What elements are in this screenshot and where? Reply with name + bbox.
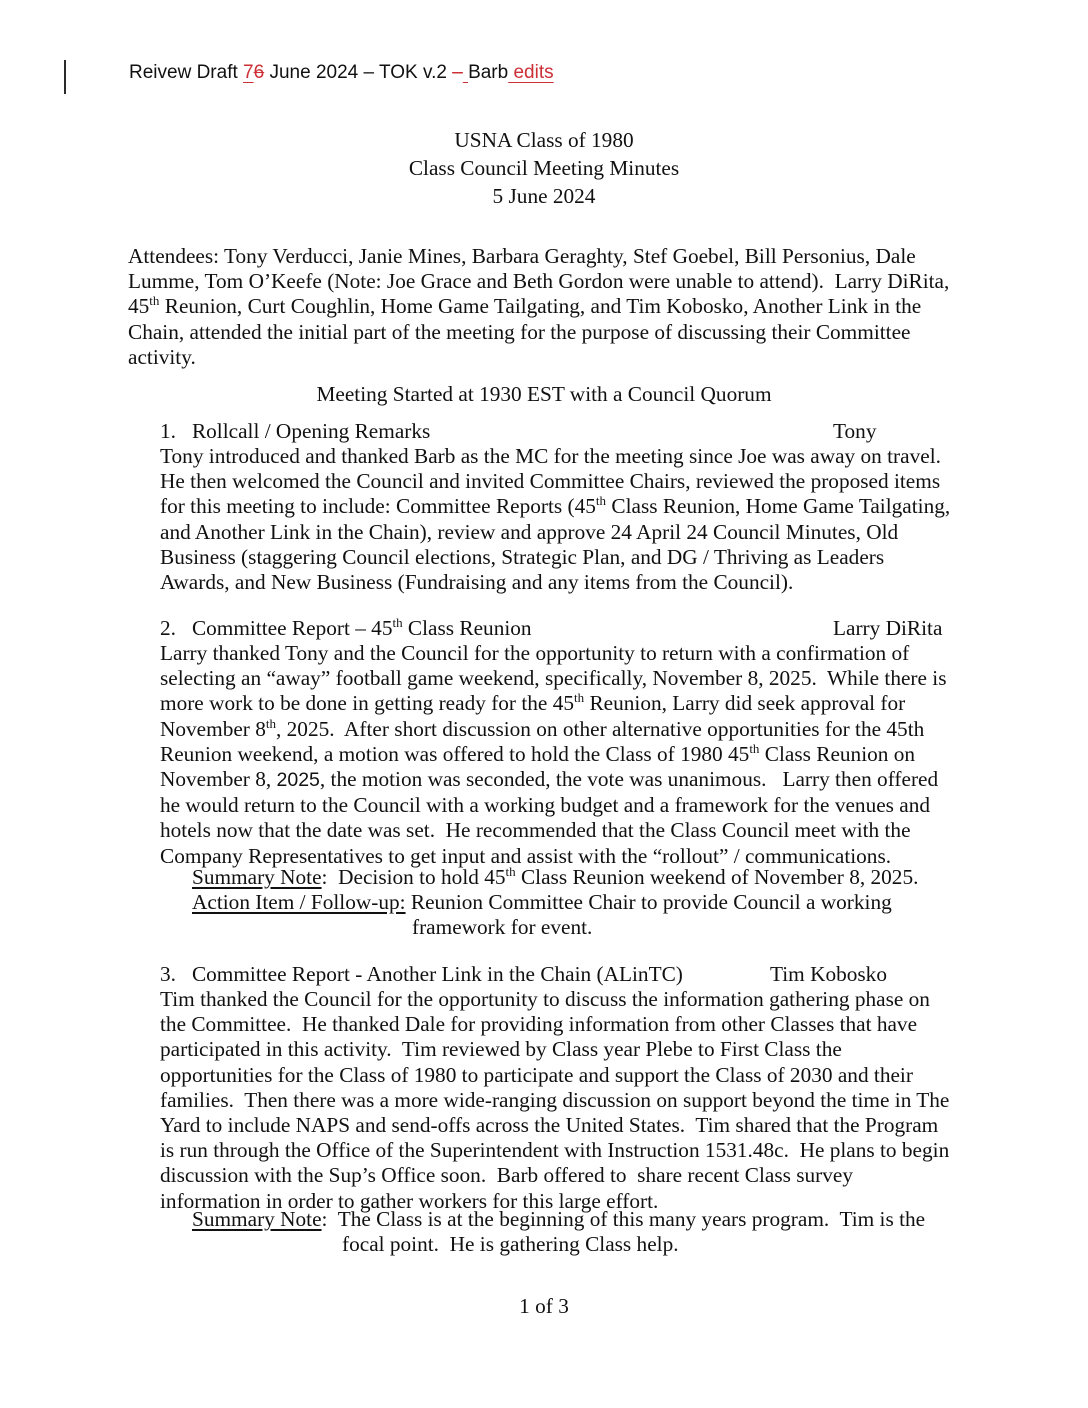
text-line: Attendees: Tony Verducci, Janie Mines, Barbara Geraghty, Stef Goebel, Bill Personius, Dale xyxy=(128,244,916,268)
text-line: is run through the Office of the Superintendent with Instruction 1531.48c. He plans to begin xyxy=(160,1138,950,1163)
section-3-heading-label: 3. Committee Report - Another Link in the Chain (ALinTC) xyxy=(160,962,683,986)
text-line: November 8, 2025, the motion was seconded, the vote was unanimous. Larry then offered xyxy=(160,767,939,792)
document-title xyxy=(0,126,1088,210)
text-line: selecting an “away” football game weekend, specifically, November 8, 2025. While there is xyxy=(160,666,947,691)
text-line: Company Representatives to get input and assist with the “rollout” / communications. xyxy=(160,843,892,868)
section-1-body xyxy=(160,444,950,595)
title-line-3: 5 June 2024 xyxy=(492,184,596,208)
text-line: November 8th, 2025. After short discussion on other alternative opportunities for the 45th xyxy=(160,715,925,741)
text-line: Reunion weekend, a motion was offered to hold the Class of 1980 45th Class Reunion on xyxy=(160,740,916,766)
section-2-summary-note: Summary Note: Decision to hold 45th Class Reunion weekend of November 8, 2025. xyxy=(192,863,919,889)
section-3-body xyxy=(160,987,949,1214)
text-line: Business (staggering Council elections, Strategic Plan, and DG / Thriving as Leaders xyxy=(160,544,885,569)
section-1-heading-label: 1. Rollcall / Opening Remarks xyxy=(160,419,431,443)
text-line: opportunities for the Class of 1980 to participate and support the Class of 2030 and their xyxy=(160,1062,913,1087)
tracked-change-bar xyxy=(64,60,66,94)
section-2-owner-name: Larry DiRita xyxy=(833,616,943,640)
title-line-1: USNA Class of 1980 xyxy=(454,128,634,152)
text-line: and Another Link in the Chain), review and approve 24 April 24 Council Minutes, Old xyxy=(160,519,899,544)
meeting-start-line: Meeting Started at 1930 EST with a Council Quorum xyxy=(316,382,772,406)
page-number: 1 of 3 xyxy=(519,1294,569,1318)
text-line: Lumme, Tom O’Keefe (Note: Joe Grace and Beth Gordon were unable to attend). Larry DiRita, xyxy=(128,269,950,294)
text-line: for this meeting to include: Committee Reports (45th Class Reunion, Home Game Tailgating, xyxy=(160,493,951,519)
attendees-paragraph xyxy=(128,244,949,370)
text-line: hotels now that the date was set. He recommended that the Class Council meet with the xyxy=(160,818,911,843)
section-2-action-item: Action Item / Follow-up: Reunion Committee Chair to provide Council a working xyxy=(192,890,892,914)
section-2-action-item-continuation: framework for event. xyxy=(412,915,593,939)
section-2-body xyxy=(160,641,947,869)
section-2-heading-label: 2. Committee Report – 45th Class Reunion xyxy=(160,614,532,640)
section-3-summary-note-continuation: focal point. He is gathering Class help. xyxy=(342,1232,679,1256)
text-line: more work to be done in getting ready for the 45th Reunion, Larry did seek approval for xyxy=(160,690,906,716)
text-line: information in order to gather workers for this large effort. xyxy=(160,1188,659,1213)
text-line: Tim thanked the Council for the opportunity to discuss the information gathering phase on xyxy=(160,987,930,1011)
text-line: activity. xyxy=(128,344,196,369)
section-1-owner-name: Tony xyxy=(833,419,877,443)
text-line: families. Then there was a more wide-ranging discussion on support beyond the time in The xyxy=(160,1087,950,1112)
text-line: Tony introduced and thanked Barb as the MC for the meeting since Joe was away on travel. xyxy=(160,444,941,468)
section-3-owner-name: Tim Kobosko xyxy=(770,962,887,986)
title-line-2: Class Council Meeting Minutes xyxy=(408,156,680,180)
header-draft-line: Reivew Draft 76 June 2024 – TOK v.2 – Barb edits xyxy=(129,62,554,83)
section-3-summary-note: Summary Note: The Class is at the beginning of this many years program. Tim is the xyxy=(192,1207,926,1231)
text-line: 45th Reunion, Curt Coughlin, Home Game Tailgating, and Tim Kobosko, Another Link in the xyxy=(128,293,922,319)
text-line: Yard to include NAPS and send-offs across the United States. Tim shared that the Program xyxy=(160,1113,939,1138)
text-line: Chain, attended the initial part of the meeting for the purpose of discussing their Committee xyxy=(128,319,911,344)
text-line: Larry thanked Tony and the Council for the opportunity to return with a confirmation of xyxy=(160,641,910,665)
text-line: Awards, and New Business (Fundraising and any items from the Council). xyxy=(160,570,794,595)
text-line: he would return to the Council with a working budget and a framework for the venues and xyxy=(160,793,931,818)
text-line: participated in this activity. Tim reviewed by Class year Plebe to First Class the xyxy=(160,1037,842,1062)
text-line: He then welcomed the Council and invited Committee Chairs, reviewed the proposed items xyxy=(160,469,941,494)
text-line: the Committee. He thanked Dale for providing information from other Classes that have xyxy=(160,1012,918,1037)
text-line: discussion with the Sup’s Office soon. Barb offered to share recent Class survey xyxy=(160,1163,854,1188)
